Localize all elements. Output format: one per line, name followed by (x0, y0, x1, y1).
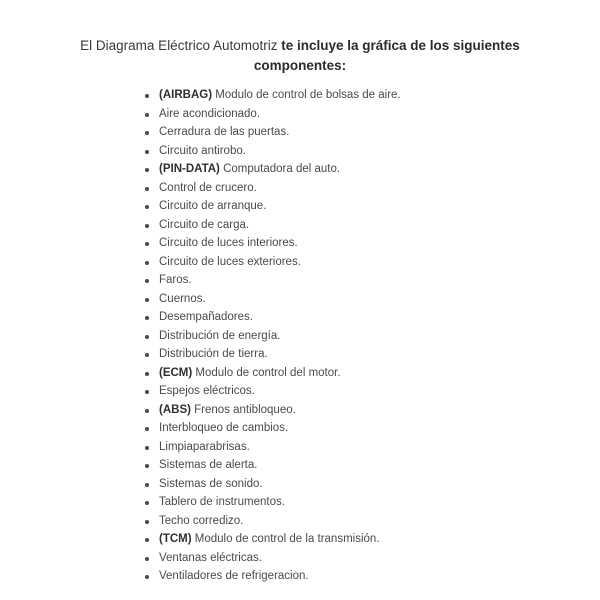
bullet-icon (145, 261, 149, 265)
bullet-icon (145, 316, 149, 320)
list-item-text: Desempañadores. (159, 311, 253, 323)
bullet-icon (145, 224, 149, 228)
list-item-text: Limpiaparabrisas. (159, 440, 250, 453)
bullet-icon (145, 464, 149, 468)
list-item-text: Distribución de tierra. (159, 348, 268, 360)
list-item-text: Circuito de arranque. (159, 200, 267, 212)
bullet-icon (145, 94, 149, 98)
list-item-text: Sistemas de sonido. (159, 477, 263, 490)
bullet-icon (145, 168, 149, 172)
bullet-icon (145, 372, 149, 376)
bullet-icon (145, 409, 149, 413)
bullet-icon (145, 520, 149, 524)
bullet-icon (145, 150, 149, 154)
list-item-text: Sistemas de alerta. (159, 459, 258, 471)
list-item (145, 216, 401, 235)
list-item (145, 567, 401, 586)
list-item (145, 197, 401, 216)
list-item-text: Ventiladores de refrigeracion. (159, 570, 309, 582)
bullet-icon (145, 335, 149, 339)
list-item-text: Tablero de instrumentos. (159, 496, 285, 508)
list-item (145, 234, 401, 253)
list-item (145, 530, 401, 549)
list-item (145, 364, 401, 383)
list-item (145, 549, 401, 568)
list-item (145, 253, 401, 272)
heading-bold-text: te incluye la gráfica de los siguientes componentes: (253, 38, 520, 73)
list-item (145, 86, 401, 105)
bullet-icon (145, 205, 149, 209)
list-item-text: Modulo de control del motor. (192, 366, 341, 379)
bullet-icon (145, 557, 149, 561)
list-item (145, 456, 401, 475)
list-item-text: Frenos antibloqueo. (190, 403, 296, 416)
list-item (145, 419, 401, 438)
list-item (145, 327, 401, 346)
list-item-text: Cuernos. (159, 292, 206, 305)
list-item-text: Espejos eléctricos. (159, 385, 255, 397)
list-item (145, 142, 401, 161)
list-item (145, 290, 401, 309)
list-item (145, 308, 401, 327)
bullet-icon (145, 446, 149, 450)
bullet-icon (145, 242, 149, 246)
list-item-text: Cerradura de las puertas. (159, 126, 290, 138)
list-item (145, 382, 401, 401)
list-item-text: Ventanas eléctricas. (159, 551, 262, 564)
list-item (145, 475, 401, 494)
list-item (145, 512, 401, 531)
list-item (145, 123, 401, 142)
list-item-text: Computadora del auto. (219, 163, 341, 175)
list-item-text: Aire acondicionado. (159, 107, 261, 120)
bullet-icon (145, 298, 149, 302)
list-item-text: Faros. (159, 274, 192, 286)
bullet-icon (145, 187, 149, 191)
bullet-icon (145, 501, 149, 505)
list-item-text: Interbloqueo de cambios. (159, 422, 289, 434)
list-item (145, 345, 401, 364)
list-item (145, 160, 401, 179)
bullet-icon (145, 483, 149, 487)
component-list (145, 86, 401, 586)
heading-normal-text: El Diagrama Eléctrico Automotriz (80, 38, 282, 53)
list-item-text: Control de crucero. (159, 181, 257, 194)
list-item (145, 105, 401, 124)
list-item-code: (AIRBAG) (159, 89, 213, 101)
bullet-icon (145, 390, 149, 394)
list-item-text: Circuito de luces exteriores. (159, 255, 301, 268)
list-item (145, 438, 401, 457)
list-item (145, 179, 401, 198)
list-item (145, 401, 401, 420)
bullet-icon (145, 353, 149, 357)
list-item-code: (ECM) (159, 366, 193, 379)
list-item (145, 493, 401, 512)
bullet-icon (145, 538, 149, 542)
list-item-text: Circuito antirobo. (159, 144, 246, 157)
bullet-icon (145, 575, 149, 579)
list-item-text: Techo corredizo. (159, 514, 244, 527)
bullet-icon (145, 427, 149, 431)
list-item-code: (ABS) (159, 403, 191, 416)
list-item-text: Circuito de luces interiores. (159, 237, 298, 249)
list-item-text: Circuito de carga. (159, 218, 250, 231)
bullet-icon (145, 279, 149, 283)
list-item-code: (TCM) (159, 533, 192, 545)
bullet-icon (145, 131, 149, 135)
list-item-text: Modulo de control de bolsas de aire. (212, 89, 401, 101)
list-item-text: Modulo de control de la transmisión. (191, 533, 380, 545)
list-item-code: (PIN-DATA) (159, 163, 220, 175)
list-item (145, 271, 401, 290)
list-item-text: Distribución de energía. (159, 329, 281, 342)
page-heading (60, 36, 540, 76)
bullet-icon (145, 113, 149, 117)
